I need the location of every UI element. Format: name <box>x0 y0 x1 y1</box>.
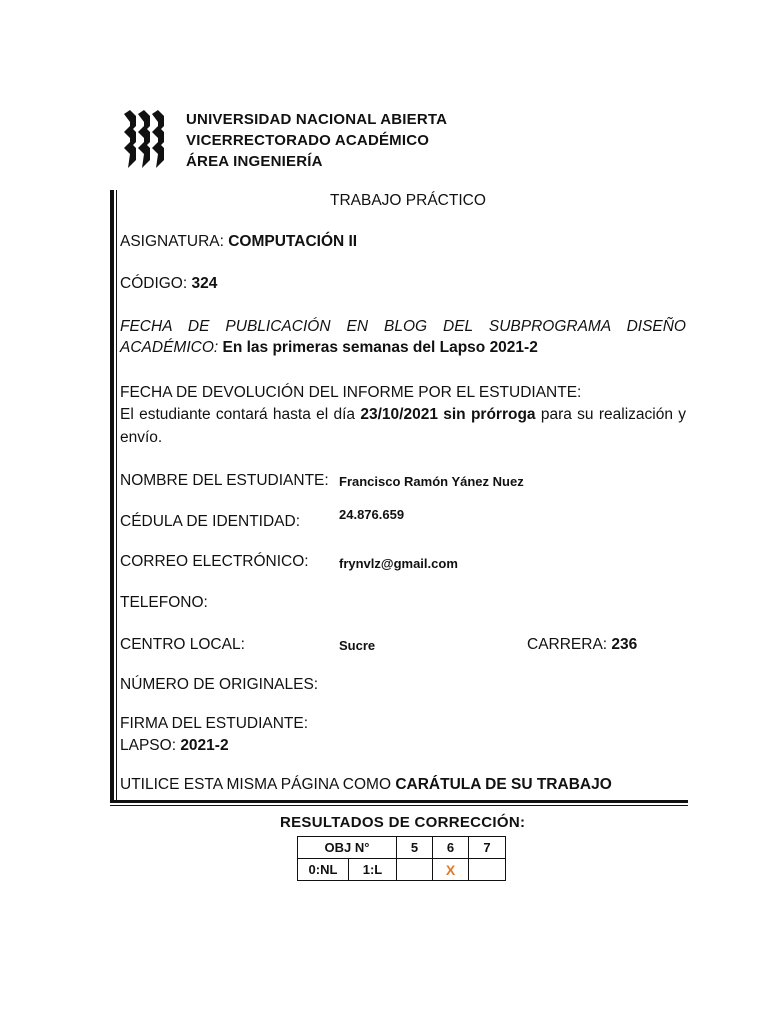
codigo-value: 324 <box>191 275 218 292</box>
fecha-devolucion-text-after: para su realización y <box>540 406 687 423</box>
fecha-publicacion-row <box>120 339 538 357</box>
mark-cell-5 <box>397 859 433 881</box>
frame-left-border-inner <box>116 190 117 802</box>
fecha-devolucion-date: 23/10/2021 <box>360 406 438 423</box>
fecha-devolucion-text-line2: envío. <box>120 429 163 446</box>
area-name: ÁREA INGENIERÍA <box>186 153 323 170</box>
lapso-value: 2021-2 <box>180 737 229 754</box>
fecha-publicacion-label-line1: FECHA DE PUBLICACIÓN EN BLOG DEL SUBPROGRAMA DISEÑO <box>120 318 686 335</box>
nombre-label: NOMBRE DEL ESTUDIANTE: <box>120 472 329 489</box>
nombre-value: Francisco Ramón Yánez Nuez <box>339 474 524 489</box>
fecha-devolucion-emphasis: sin prórroga <box>443 406 536 423</box>
cedula-value: 24.876.659 <box>339 507 405 522</box>
frame-bottom-border-inner <box>110 805 688 806</box>
footer-note-text: UTILICE ESTA MISMA PÁGINA COMO <box>120 776 392 793</box>
fecha-devolucion-label: FECHA DE DEVOLUCIÓN DEL INFORME POR EL ESTUDIANTE: <box>120 384 582 401</box>
carrera-value: 236 <box>611 636 638 653</box>
asignatura-label: ASIGNATURA: <box>120 233 224 250</box>
results-row-scores <box>298 859 506 881</box>
university-logo-icon <box>122 110 166 168</box>
vice-rectorate: VICERRECTORADO ACADÉMICO <box>186 132 430 149</box>
results-table <box>297 836 506 881</box>
centro-local-value: Sucre <box>339 638 376 653</box>
cedula-label: CÉDULA DE IDENTIDAD: <box>120 513 301 530</box>
originales-label: NÚMERO DE ORIGINALES: <box>120 676 319 693</box>
mark-cell-7 <box>469 859 506 881</box>
lapso-label: LAPSO: <box>120 737 176 754</box>
carrera-label: CARRERA: <box>527 636 608 653</box>
scale-l-cell: 1:L <box>349 859 397 881</box>
frame-left-border <box>110 190 114 802</box>
obj-cell-5: 5 <box>397 837 433 859</box>
university-name: UNIVERSIDAD NACIONAL ABIERTA <box>186 111 448 128</box>
asignatura-row <box>120 233 357 251</box>
results-row-objectives <box>298 837 506 859</box>
obj-cell-7: 7 <box>469 837 506 859</box>
codigo-label: CÓDIGO: <box>120 275 188 292</box>
footer-note-bold: CARÁTULA DE SU TRABAJO <box>395 776 612 793</box>
document-title: TRABAJO PRÁCTICO <box>330 192 486 209</box>
results-title: RESULTADOS DE CORRECCIÓN: <box>280 814 526 831</box>
frame-bottom-border <box>110 800 688 803</box>
mark-cell-6: X <box>433 859 469 881</box>
centro-local-label: CENTRO LOCAL: <box>120 636 245 653</box>
obj-cell-6: 6 <box>433 837 469 859</box>
fecha-devolucion-text <box>120 406 686 424</box>
correo-label: CORREO ELECTRÓNICO: <box>120 553 309 570</box>
scale-nl-cell: 0:NL <box>298 859 349 881</box>
lapso-row <box>120 737 229 755</box>
asignatura-value: COMPUTACIÓN II <box>228 233 358 250</box>
fecha-devolucion-text-before: El estudiante contará hasta el día <box>120 406 356 423</box>
fecha-publicacion-label-line2: ACADÉMICO: <box>120 339 219 356</box>
obj-label-cell: OBJ N° <box>298 837 397 859</box>
fecha-publicacion-value: En las primeras semanas del Lapso 2021-2 <box>222 339 538 356</box>
telefono-label: TELEFONO: <box>120 594 208 611</box>
footer-note <box>120 776 612 794</box>
carrera-row <box>527 636 637 654</box>
codigo-row <box>120 275 217 293</box>
firma-label: FIRMA DEL ESTUDIANTE: <box>120 715 309 732</box>
correo-value: frynvlz@gmail.com <box>339 556 458 571</box>
